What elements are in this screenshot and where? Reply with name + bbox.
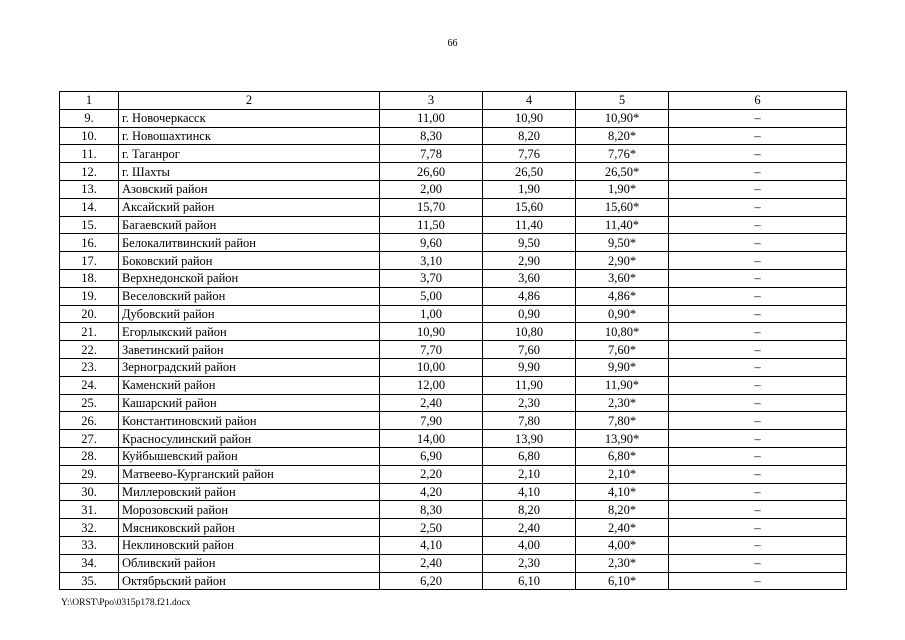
value-col5-cell: 4,86* xyxy=(576,287,669,305)
value-col5-cell: 4,00* xyxy=(576,536,669,554)
value-col3-cell: 4,10 xyxy=(380,536,483,554)
value-col6-cell: – xyxy=(669,394,847,412)
value-col4-cell: 8,20 xyxy=(483,501,576,519)
row-number-cell: 15. xyxy=(60,216,119,234)
district-name-cell: Обливский район xyxy=(119,554,380,572)
table-row xyxy=(60,234,847,252)
district-name-cell: г. Таганрог xyxy=(119,145,380,163)
value-col5-cell: 10,90* xyxy=(576,109,669,127)
value-col6-cell: – xyxy=(669,483,847,501)
value-col4-cell: 11,90 xyxy=(483,376,576,394)
district-name-cell: Веселовский район xyxy=(119,287,380,305)
table-row xyxy=(60,269,847,287)
value-col5-cell: 2,10* xyxy=(576,465,669,483)
district-name-cell: Белокалитвинский район xyxy=(119,234,380,252)
row-number-cell: 23. xyxy=(60,358,119,376)
value-col5-cell: 26,50* xyxy=(576,163,669,181)
value-col6-cell: – xyxy=(669,269,847,287)
table-row xyxy=(60,412,847,430)
value-col5-cell: 4,10* xyxy=(576,483,669,501)
row-number-cell: 34. xyxy=(60,554,119,572)
table-row xyxy=(60,394,847,412)
district-name-cell: Каменский район xyxy=(119,376,380,394)
value-col4-cell: 9,50 xyxy=(483,234,576,252)
row-number-cell: 14. xyxy=(60,198,119,216)
value-col6-cell: – xyxy=(669,341,847,359)
value-col4-cell: 2,30 xyxy=(483,554,576,572)
value-col6-cell: – xyxy=(669,145,847,163)
header-cell-4: 4 xyxy=(483,92,576,110)
district-name-cell: Октябрьский район xyxy=(119,572,380,590)
value-col3-cell: 9,60 xyxy=(380,234,483,252)
row-number-cell: 25. xyxy=(60,394,119,412)
row-number-cell: 10. xyxy=(60,127,119,145)
district-name-cell: Заветинский район xyxy=(119,341,380,359)
table-row xyxy=(60,341,847,359)
value-col6-cell: – xyxy=(669,501,847,519)
value-col4-cell: 3,60 xyxy=(483,269,576,287)
value-col4-cell: 8,20 xyxy=(483,127,576,145)
table-row xyxy=(60,198,847,216)
value-col6-cell: – xyxy=(669,180,847,198)
table-row xyxy=(60,501,847,519)
value-col5-cell: 2,40* xyxy=(576,519,669,537)
value-col3-cell: 2,40 xyxy=(380,554,483,572)
row-number-cell: 13. xyxy=(60,180,119,198)
district-name-cell: Егорлыкский район xyxy=(119,323,380,341)
value-col6-cell: – xyxy=(669,519,847,537)
file-path-footer: Y:\ORST\Ppo\0315p178.f21.docx xyxy=(61,598,191,608)
value-col6-cell: – xyxy=(669,572,847,590)
value-col6-cell: – xyxy=(669,287,847,305)
value-col5-cell: 11,40* xyxy=(576,216,669,234)
table-row xyxy=(60,376,847,394)
row-number-cell: 9. xyxy=(60,109,119,127)
row-number-cell: 27. xyxy=(60,430,119,448)
value-col6-cell: – xyxy=(669,216,847,234)
row-number-cell: 35. xyxy=(60,572,119,590)
row-number-cell: 26. xyxy=(60,412,119,430)
row-number-cell: 32. xyxy=(60,519,119,537)
value-col6-cell: – xyxy=(669,198,847,216)
value-col6-cell: – xyxy=(669,234,847,252)
data-table xyxy=(59,91,847,590)
value-col4-cell: 1,90 xyxy=(483,180,576,198)
value-col3-cell: 6,20 xyxy=(380,572,483,590)
value-col3-cell: 2,20 xyxy=(380,465,483,483)
value-col4-cell: 2,30 xyxy=(483,394,576,412)
value-col3-cell: 7,70 xyxy=(380,341,483,359)
value-col4-cell: 6,10 xyxy=(483,572,576,590)
value-col6-cell: – xyxy=(669,447,847,465)
value-col4-cell: 2,90 xyxy=(483,252,576,270)
value-col4-cell: 11,40 xyxy=(483,216,576,234)
table-row xyxy=(60,323,847,341)
row-number-cell: 22. xyxy=(60,341,119,359)
value-col4-cell: 4,86 xyxy=(483,287,576,305)
header-cell-3: 3 xyxy=(380,92,483,110)
table-row xyxy=(60,554,847,572)
value-col5-cell: 2,30* xyxy=(576,554,669,572)
value-col3-cell: 2,40 xyxy=(380,394,483,412)
table-row xyxy=(60,305,847,323)
value-col4-cell: 7,76 xyxy=(483,145,576,163)
district-name-cell: Матвеево-Курганский район xyxy=(119,465,380,483)
district-name-cell: г. Шахты xyxy=(119,163,380,181)
value-col3-cell: 2,50 xyxy=(380,519,483,537)
value-col3-cell: 6,90 xyxy=(380,447,483,465)
value-col4-cell: 7,60 xyxy=(483,341,576,359)
value-col3-cell: 3,70 xyxy=(380,269,483,287)
value-col3-cell: 11,00 xyxy=(380,109,483,127)
table-row xyxy=(60,519,847,537)
district-name-cell: Боковский район xyxy=(119,252,380,270)
value-col5-cell: 2,30* xyxy=(576,394,669,412)
value-col3-cell: 5,00 xyxy=(380,287,483,305)
header-cell-5: 5 xyxy=(576,92,669,110)
district-name-cell: Морозовский район xyxy=(119,501,380,519)
value-col4-cell: 13,90 xyxy=(483,430,576,448)
row-number-cell: 28. xyxy=(60,447,119,465)
row-number-cell: 21. xyxy=(60,323,119,341)
table-row xyxy=(60,447,847,465)
value-col3-cell: 4,20 xyxy=(380,483,483,501)
table-header-row xyxy=(60,92,847,110)
value-col5-cell: 0,90* xyxy=(576,305,669,323)
value-col4-cell: 2,10 xyxy=(483,465,576,483)
table-body xyxy=(60,92,847,590)
row-number-cell: 31. xyxy=(60,501,119,519)
value-col5-cell: 9,50* xyxy=(576,234,669,252)
value-col4-cell: 2,40 xyxy=(483,519,576,537)
row-number-cell: 19. xyxy=(60,287,119,305)
value-col5-cell: 7,76* xyxy=(576,145,669,163)
table-row xyxy=(60,572,847,590)
row-number-cell: 12. xyxy=(60,163,119,181)
value-col6-cell: – xyxy=(669,536,847,554)
table-row xyxy=(60,145,847,163)
value-col4-cell: 6,80 xyxy=(483,447,576,465)
table-row xyxy=(60,216,847,234)
district-name-cell: Константиновский район xyxy=(119,412,380,430)
table-row xyxy=(60,465,847,483)
table-row xyxy=(60,109,847,127)
value-col3-cell: 8,30 xyxy=(380,501,483,519)
value-col5-cell: 3,60* xyxy=(576,269,669,287)
value-col6-cell: – xyxy=(669,554,847,572)
district-name-cell: Аксайский район xyxy=(119,198,380,216)
value-col3-cell: 7,90 xyxy=(380,412,483,430)
page-number: 66 xyxy=(447,38,458,49)
value-col6-cell: – xyxy=(669,109,847,127)
value-col5-cell: 7,60* xyxy=(576,341,669,359)
row-number-cell: 18. xyxy=(60,269,119,287)
row-number-cell: 33. xyxy=(60,536,119,554)
district-name-cell: Куйбышевский район xyxy=(119,447,380,465)
table-row xyxy=(60,483,847,501)
value-col4-cell: 26,50 xyxy=(483,163,576,181)
value-col3-cell: 7,78 xyxy=(380,145,483,163)
table-row xyxy=(60,358,847,376)
value-col5-cell: 13,90* xyxy=(576,430,669,448)
value-col6-cell: – xyxy=(669,465,847,483)
value-col6-cell: – xyxy=(669,163,847,181)
header-cell-2: 2 xyxy=(119,92,380,110)
table-row xyxy=(60,430,847,448)
value-col5-cell: 6,80* xyxy=(576,447,669,465)
value-col6-cell: – xyxy=(669,252,847,270)
table-row xyxy=(60,127,847,145)
row-number-cell: 11. xyxy=(60,145,119,163)
value-col5-cell: 7,80* xyxy=(576,412,669,430)
value-col4-cell: 4,10 xyxy=(483,483,576,501)
value-col6-cell: – xyxy=(669,358,847,376)
district-name-cell: Миллеровский район xyxy=(119,483,380,501)
value-col3-cell: 12,00 xyxy=(380,376,483,394)
value-col5-cell: 6,10* xyxy=(576,572,669,590)
row-number-cell: 29. xyxy=(60,465,119,483)
value-col4-cell: 0,90 xyxy=(483,305,576,323)
header-cell-6: 6 xyxy=(669,92,847,110)
value-col3-cell: 11,50 xyxy=(380,216,483,234)
district-name-cell: Зерноградский район xyxy=(119,358,380,376)
value-col4-cell: 10,80 xyxy=(483,323,576,341)
value-col5-cell: 15,60* xyxy=(576,198,669,216)
district-name-cell: Верхнедонской район xyxy=(119,269,380,287)
value-col5-cell: 2,90* xyxy=(576,252,669,270)
value-col3-cell: 2,00 xyxy=(380,180,483,198)
row-number-cell: 16. xyxy=(60,234,119,252)
value-col6-cell: – xyxy=(669,430,847,448)
value-col6-cell: – xyxy=(669,127,847,145)
value-col3-cell: 10,90 xyxy=(380,323,483,341)
value-col3-cell: 3,10 xyxy=(380,252,483,270)
table-row xyxy=(60,536,847,554)
value-col3-cell: 8,30 xyxy=(380,127,483,145)
district-name-cell: г. Новочеркасск xyxy=(119,109,380,127)
value-col5-cell: 1,90* xyxy=(576,180,669,198)
row-number-cell: 30. xyxy=(60,483,119,501)
district-name-cell: г. Новошахтинск xyxy=(119,127,380,145)
value-col6-cell: – xyxy=(669,376,847,394)
district-name-cell: Багаевский район xyxy=(119,216,380,234)
value-col5-cell: 8,20* xyxy=(576,127,669,145)
district-name-cell: Кашарский район xyxy=(119,394,380,412)
value-col3-cell: 10,00 xyxy=(380,358,483,376)
district-name-cell: Неклиновский район xyxy=(119,536,380,554)
value-col3-cell: 26,60 xyxy=(380,163,483,181)
value-col4-cell: 7,80 xyxy=(483,412,576,430)
row-number-cell: 20. xyxy=(60,305,119,323)
district-name-cell: Красносулинский район xyxy=(119,430,380,448)
row-number-cell: 24. xyxy=(60,376,119,394)
value-col5-cell: 11,90* xyxy=(576,376,669,394)
value-col3-cell: 1,00 xyxy=(380,305,483,323)
value-col5-cell: 10,80* xyxy=(576,323,669,341)
district-name-cell: Мясниковский район xyxy=(119,519,380,537)
row-number-cell: 17. xyxy=(60,252,119,270)
value-col6-cell: – xyxy=(669,305,847,323)
value-col5-cell: 8,20* xyxy=(576,501,669,519)
header-cell-1: 1 xyxy=(60,92,119,110)
table-row xyxy=(60,252,847,270)
table-row xyxy=(60,180,847,198)
district-name-cell: Дубовский район xyxy=(119,305,380,323)
value-col4-cell: 9,90 xyxy=(483,358,576,376)
district-name-cell: Азовский район xyxy=(119,180,380,198)
value-col3-cell: 15,70 xyxy=(380,198,483,216)
value-col6-cell: – xyxy=(669,412,847,430)
table-row xyxy=(60,163,847,181)
value-col6-cell: – xyxy=(669,323,847,341)
value-col5-cell: 9,90* xyxy=(576,358,669,376)
value-col4-cell: 4,00 xyxy=(483,536,576,554)
value-col3-cell: 14,00 xyxy=(380,430,483,448)
value-col4-cell: 10,90 xyxy=(483,109,576,127)
table-row xyxy=(60,287,847,305)
value-col4-cell: 15,60 xyxy=(483,198,576,216)
